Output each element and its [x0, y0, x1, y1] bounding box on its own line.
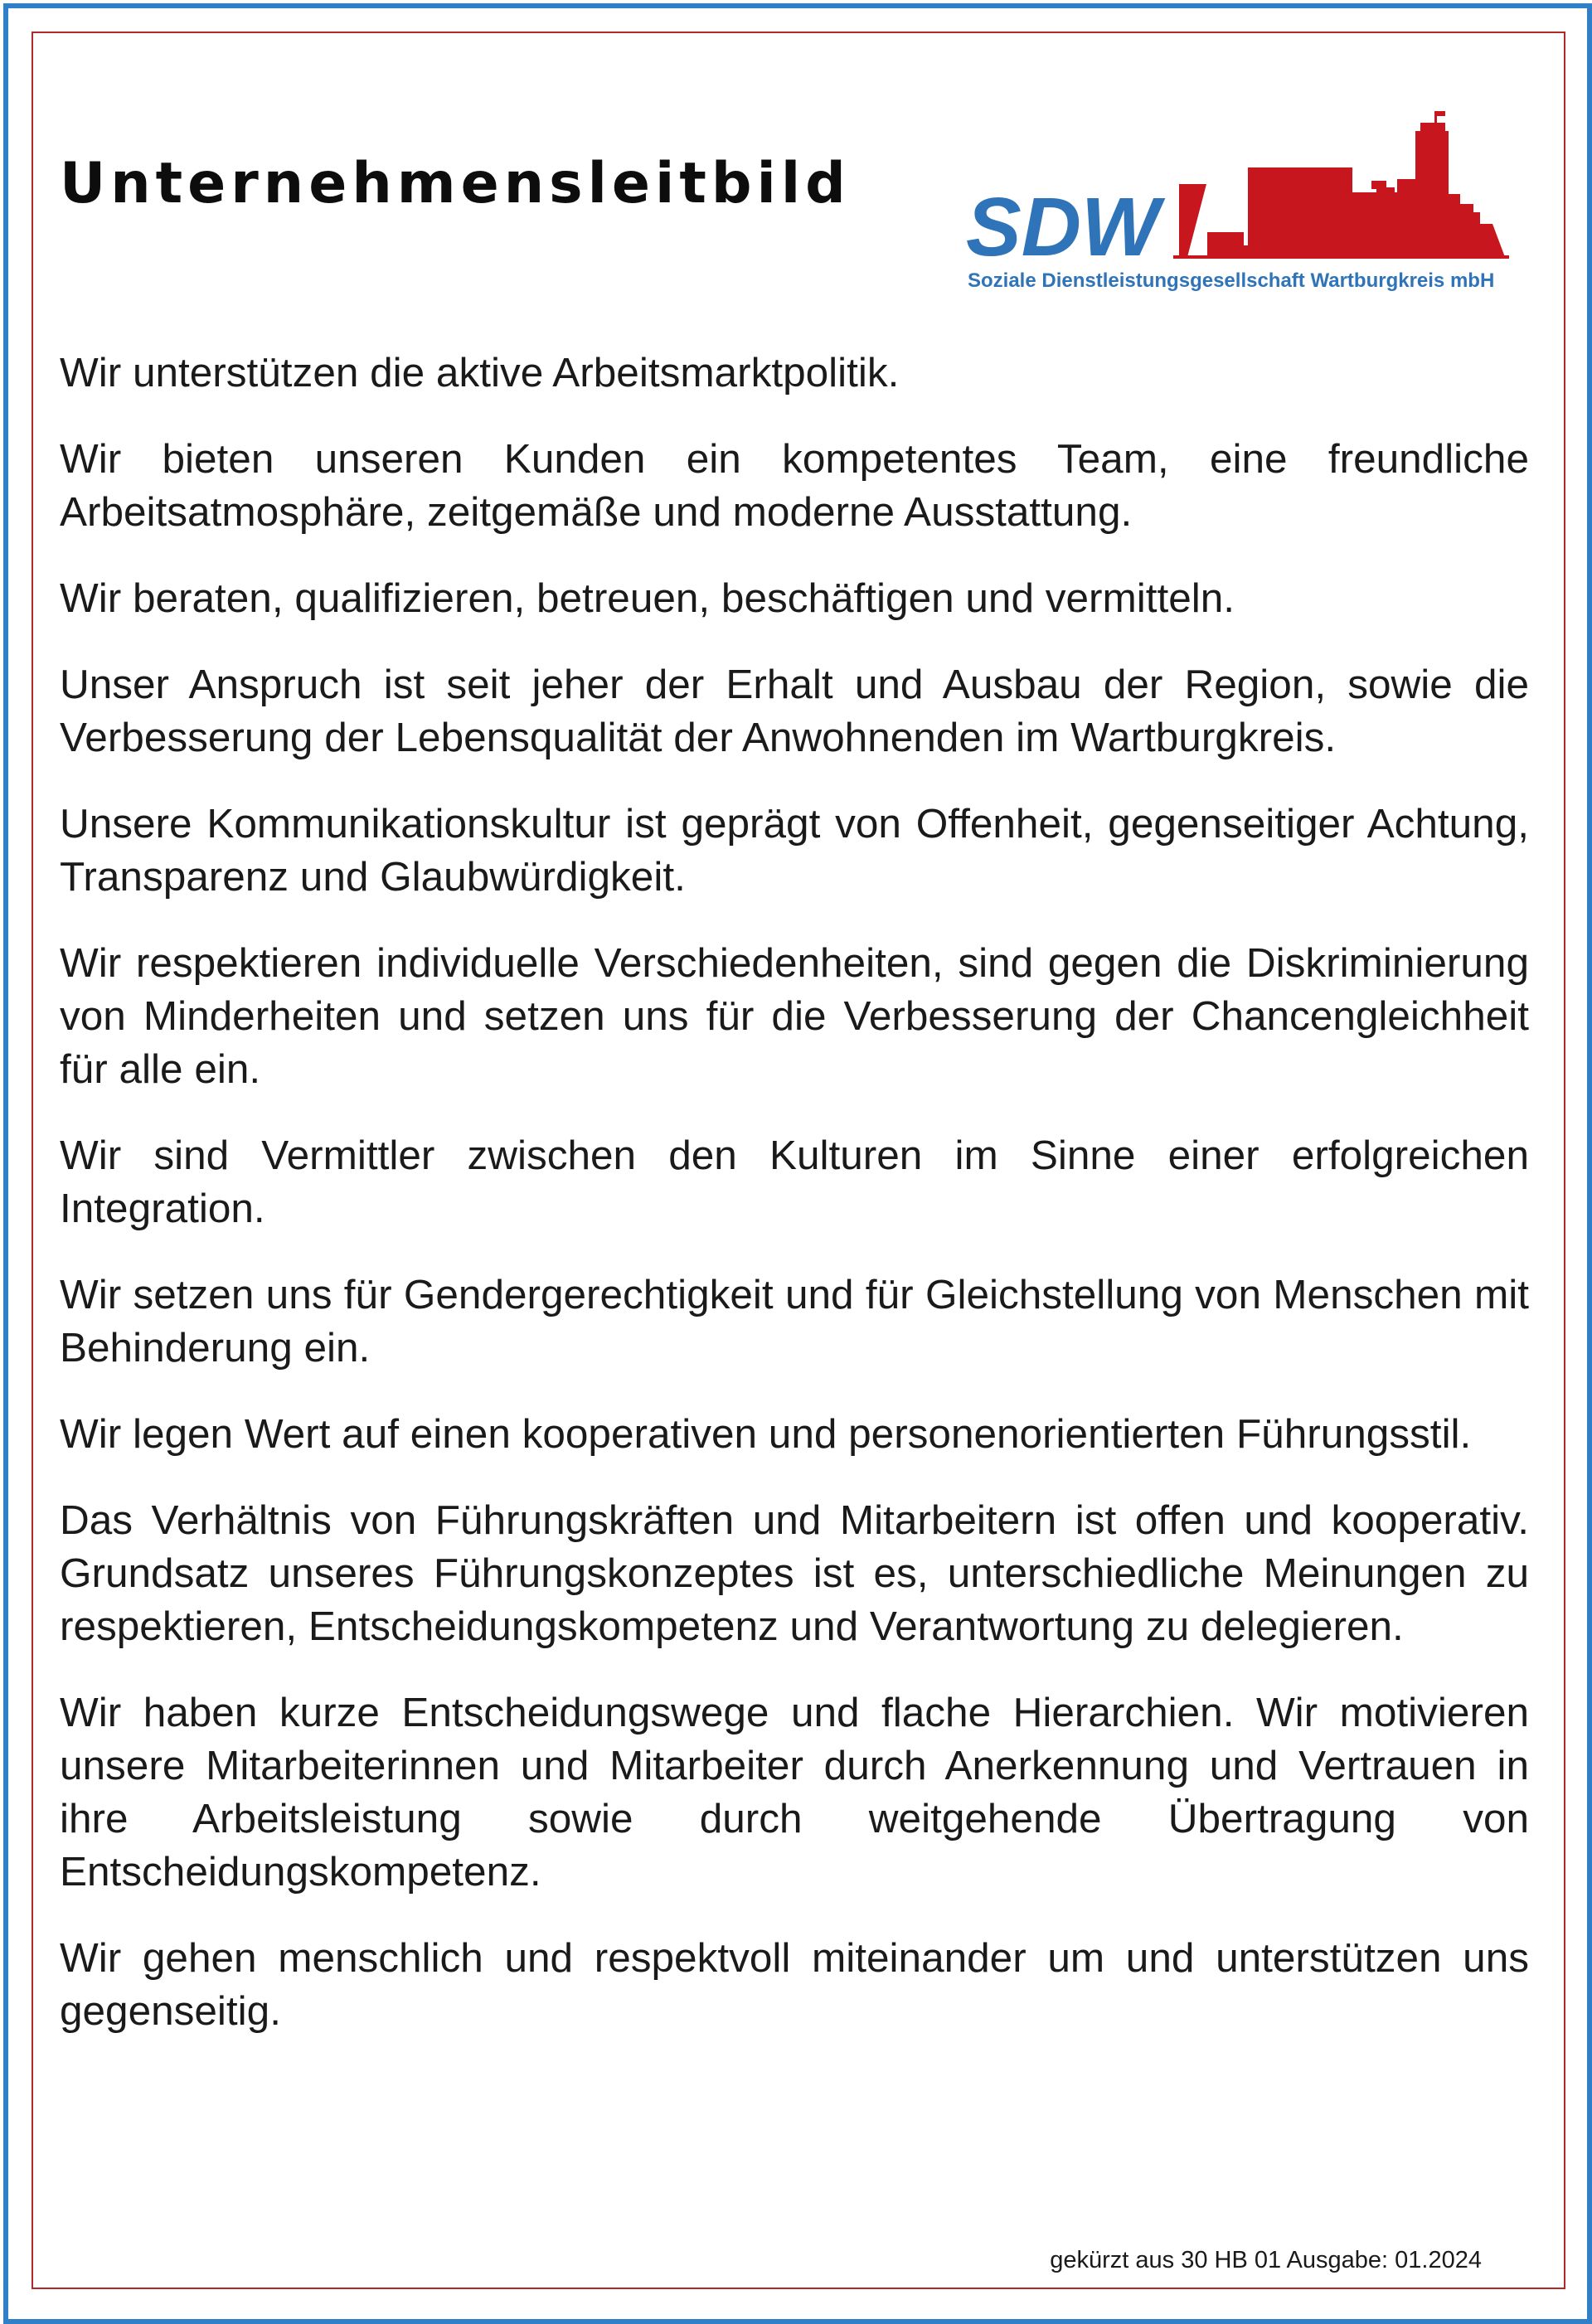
- paragraph: Wir beraten, qualifizieren, betreuen, beschäftigen und vermitteln.: [60, 575, 1235, 621]
- paragraph: Wir unterstützen die aktive Arbeitsmarktpolitik.: [60, 350, 900, 395]
- paragraph: Wir setzen uns für Gendergerechtigkeit und für Gleichstellung von Menschen mit Behinderung ein.: [60, 1272, 1529, 1371]
- wartburg-castle-icon: [962, 108, 1517, 274]
- paragraph: Wir haben kurze Entscheidungswege und flache Hierarchien. Wir motivieren unsere Mitarbeiterinnen und Mitarbeiter durch Anerkennung und Vertrauen in ihre Arbeitsleistung sowie durch weitgehende Übertragung von Entscheidungskompetenz.: [60, 1690, 1529, 1895]
- paragraph: Unser Anspruch ist seit jeher der Erhalt und Ausbau der Region, sowie die Verbesserung der Lebensqualität der Anwohnenden im Wartburgkreis.: [60, 662, 1529, 760]
- document-reference-note: gekürzt aus 30 HB 01 Ausgabe: 01.2024: [1050, 2247, 1482, 2273]
- paragraph: Wir bieten unseren Kunden ein kompetentes Team, eine freundliche Arbeitsatmosphäre, zeitgemäße und moderne Ausstattung.: [60, 436, 1529, 535]
- paragraph: Wir sind Vermittler zwischen den Kulturen im Sinne einer erfolgreichen Integration.: [60, 1133, 1529, 1231]
- paragraph: Unsere Kommunikationskultur ist geprägt von Offenheit, gegenseitiger Achtung, Transparenz und Glaubwürdigkeit.: [60, 801, 1529, 900]
- page-title: Unternehmensleitbild: [60, 151, 851, 216]
- paragraph: Wir gehen menschlich und respektvoll miteinander um und unterstützen uns gegenseitig.: [60, 1935, 1529, 2034]
- logo-wordmark: SDW: [966, 181, 1160, 274]
- mission-statement-body: [60, 347, 1529, 2071]
- paragraph: Wir respektieren individuelle Verschiedenheiten, sind gegen die Diskriminierung von Minderheiten und setzen uns für die Verbesserung der Chancengleichheit für alle ein.: [60, 940, 1529, 1092]
- logo-subtitle: Soziale Dienstleistungsgesellschaft Wartburgkreis mbH: [968, 269, 1495, 292]
- paragraph: Das Verhältnis von Führungskräften und Mitarbeitern ist offen und kooperativ. Grundsatz unseres Führungskonzeptes ist es, unterschiedliche Meinungen zu respektieren, Entscheidungskompetenz und Verantwortung zu delegieren.: [60, 1497, 1529, 1649]
- paragraph: Wir legen Wert auf einen kooperativen und personenorientierten Führungsstil.: [60, 1411, 1472, 1457]
